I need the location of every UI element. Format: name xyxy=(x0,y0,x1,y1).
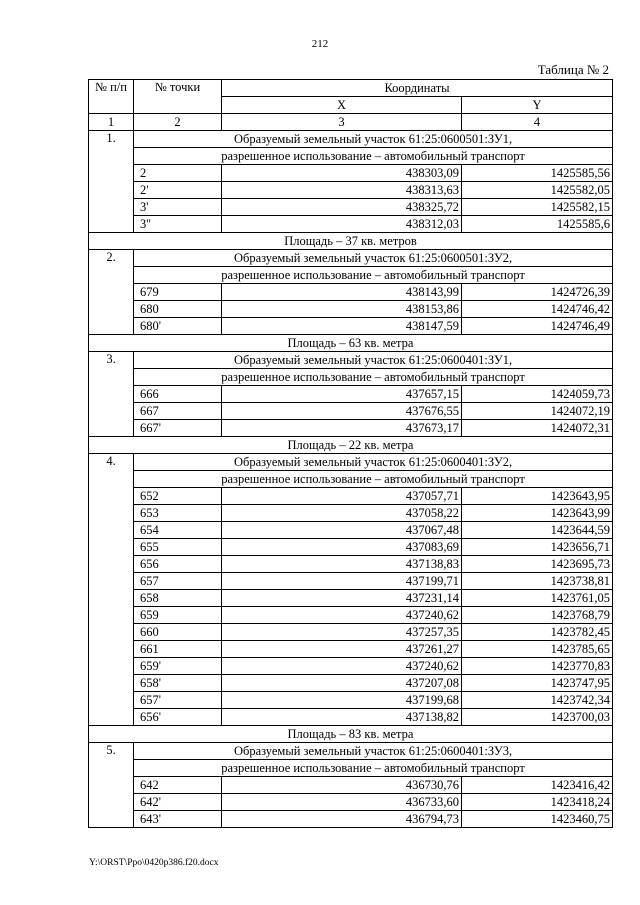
coord-x: 437083,69 xyxy=(222,539,462,556)
coord-y: 1423460,75 xyxy=(462,811,613,828)
section-title-line2: разрешенное использование – автомобильный транспорт xyxy=(134,369,613,386)
point-number: 657' xyxy=(134,692,222,709)
point-number: 680 xyxy=(134,301,222,318)
coord-y: 1423782,45 xyxy=(462,624,613,641)
table-row xyxy=(89,301,613,318)
col-number: 2 xyxy=(134,114,222,131)
coord-y: 1425585,6 xyxy=(462,216,613,233)
point-number: 658' xyxy=(134,675,222,692)
point-number: 660 xyxy=(134,624,222,641)
table-row xyxy=(89,811,613,828)
coord-y: 1423742,34 xyxy=(462,692,613,709)
coord-x: 437199,71 xyxy=(222,573,462,590)
header-y: Y xyxy=(462,97,613,114)
coord-x: 437231,14 xyxy=(222,590,462,607)
col-number: 3 xyxy=(222,114,462,131)
table-row xyxy=(89,505,613,522)
coord-y: 1423761,05 xyxy=(462,590,613,607)
coord-y: 1423747,95 xyxy=(462,675,613,692)
table-row xyxy=(89,488,613,505)
section-title-row xyxy=(89,148,613,165)
point-number: 655 xyxy=(134,539,222,556)
section-title-line1: Образуемый земельный участок 61:25:0600401:ЗУ1, xyxy=(134,352,613,369)
section-title-row xyxy=(89,743,613,760)
point-number: 666 xyxy=(134,386,222,403)
table-row xyxy=(89,182,613,199)
coord-x: 438143,99 xyxy=(222,284,462,301)
section-title-line1: Образуемый земельный участок 61:25:0600501:ЗУ1, xyxy=(134,131,613,148)
table-row xyxy=(89,607,613,624)
table-row xyxy=(89,573,613,590)
section-number: 2. xyxy=(89,250,134,335)
coord-y: 1423770,83 xyxy=(462,658,613,675)
section-title-line1: Образуемый земельный участок 61:25:0600501:ЗУ2, xyxy=(134,250,613,267)
point-number: 3'' xyxy=(134,216,222,233)
point-number: 656' xyxy=(134,709,222,726)
area-row xyxy=(89,437,613,454)
point-number: 2' xyxy=(134,182,222,199)
coord-y: 1423738,81 xyxy=(462,573,613,590)
coord-x: 437676,55 xyxy=(222,403,462,420)
coord-x: 437138,82 xyxy=(222,709,462,726)
section-title-row xyxy=(89,369,613,386)
area-row xyxy=(89,233,613,250)
point-number: 656 xyxy=(134,556,222,573)
area-text: Площадь – 37 кв. метров xyxy=(89,233,613,250)
point-number: 643' xyxy=(134,811,222,828)
table-row xyxy=(89,420,613,437)
point-number: 654 xyxy=(134,522,222,539)
footer-file-path: Y:\ORST\Ppo\0420p386.f20.docx xyxy=(89,858,219,868)
coord-x: 437207,08 xyxy=(222,675,462,692)
header-x: X xyxy=(222,97,462,114)
table-caption: Таблица № 2 xyxy=(537,62,609,77)
table-row xyxy=(89,403,613,420)
header-coords: Координаты xyxy=(222,80,613,97)
table-row xyxy=(89,794,613,811)
coord-y: 1423643,99 xyxy=(462,505,613,522)
coord-y: 1424072,31 xyxy=(462,420,613,437)
table-row xyxy=(89,386,613,403)
coord-y: 1423785,65 xyxy=(462,641,613,658)
point-number: 3' xyxy=(134,199,222,216)
point-number: 2 xyxy=(134,165,222,182)
coord-x: 438312,03 xyxy=(222,216,462,233)
coord-x: 437067,48 xyxy=(222,522,462,539)
table-row xyxy=(89,539,613,556)
table-row xyxy=(89,318,613,335)
point-number: 657 xyxy=(134,573,222,590)
area-text: Площадь – 83 кв. метра xyxy=(89,726,613,743)
table-row xyxy=(89,199,613,216)
point-number: 667 xyxy=(134,403,222,420)
coord-y: 1424726,39 xyxy=(462,284,613,301)
section-title-line2: разрешенное использование – автомобильный транспорт xyxy=(134,760,613,777)
point-number: 679 xyxy=(134,284,222,301)
coord-y: 1423416,42 xyxy=(462,777,613,794)
coord-x: 438325,72 xyxy=(222,199,462,216)
coord-y: 1424746,42 xyxy=(462,301,613,318)
table-row xyxy=(89,590,613,607)
header-num: № п/п xyxy=(89,80,134,114)
section-title-row xyxy=(89,352,613,369)
point-number: 652 xyxy=(134,488,222,505)
area-row xyxy=(89,726,613,743)
area-text: Площадь – 63 кв. метра xyxy=(89,335,613,352)
section-title-row xyxy=(89,471,613,488)
table-row xyxy=(89,658,613,675)
point-number: 667' xyxy=(134,420,222,437)
table-row xyxy=(89,522,613,539)
section-title-row xyxy=(89,131,613,148)
section-title-line2: разрешенное использование – автомобильный транспорт xyxy=(134,471,613,488)
header-point: № точки xyxy=(134,80,222,114)
point-number: 658 xyxy=(134,590,222,607)
coord-x: 437257,35 xyxy=(222,624,462,641)
point-number: 680' xyxy=(134,318,222,335)
section-title-row xyxy=(89,760,613,777)
coord-y: 1424059,73 xyxy=(462,386,613,403)
coord-x: 437261,27 xyxy=(222,641,462,658)
coord-y: 1423700,03 xyxy=(462,709,613,726)
section-number: 4. xyxy=(89,454,134,726)
coord-x: 437058,22 xyxy=(222,505,462,522)
table-row xyxy=(89,216,613,233)
point-number: 642' xyxy=(134,794,222,811)
table-row xyxy=(89,709,613,726)
section-title-row xyxy=(89,454,613,471)
coord-x: 438147,59 xyxy=(222,318,462,335)
coord-x: 436794,73 xyxy=(222,811,462,828)
point-number: 661 xyxy=(134,641,222,658)
section-title-line1: Образуемый земельный участок 61:25:0600401:ЗУ2, xyxy=(134,454,613,471)
table-body xyxy=(89,131,613,828)
point-number: 653 xyxy=(134,505,222,522)
coord-x: 437057,71 xyxy=(222,488,462,505)
coord-y: 1423695,73 xyxy=(462,556,613,573)
section-number: 1. xyxy=(89,131,134,233)
coord-x: 438303,09 xyxy=(222,165,462,182)
coord-y: 1423768,79 xyxy=(462,607,613,624)
point-number: 659 xyxy=(134,607,222,624)
table-row xyxy=(89,556,613,573)
section-number: 5. xyxy=(89,743,134,828)
coord-y: 1423643,95 xyxy=(462,488,613,505)
section-title-line1: Образуемый земельный участок 61:25:0600401:ЗУ3, xyxy=(134,743,613,760)
section-title-line2: разрешенное использование – автомобильный транспорт xyxy=(134,267,613,284)
coord-y: 1423418,24 xyxy=(462,794,613,811)
coord-x: 438313,63 xyxy=(222,182,462,199)
table-row xyxy=(89,777,613,794)
page-number: 212 xyxy=(311,38,329,50)
point-number: 659' xyxy=(134,658,222,675)
coord-y: 1423656,71 xyxy=(462,539,613,556)
col-number: 1 xyxy=(89,114,134,131)
coord-x: 437657,15 xyxy=(222,386,462,403)
section-title-row xyxy=(89,250,613,267)
coord-x: 437138,83 xyxy=(222,556,462,573)
section-number: 3. xyxy=(89,352,134,437)
coord-x: 436733,60 xyxy=(222,794,462,811)
area-row xyxy=(89,335,613,352)
coord-y: 1423644,59 xyxy=(462,522,613,539)
coord-y: 1424072,19 xyxy=(462,403,613,420)
coord-y: 1425582,15 xyxy=(462,199,613,216)
section-title-row xyxy=(89,267,613,284)
col-number: 4 xyxy=(462,114,613,131)
coord-x: 438153,86 xyxy=(222,301,462,318)
coord-x: 437240,62 xyxy=(222,658,462,675)
table-row xyxy=(89,641,613,658)
coordinates-table xyxy=(88,79,613,828)
coord-x: 437199,68 xyxy=(222,692,462,709)
point-number: 642 xyxy=(134,777,222,794)
table-row xyxy=(89,692,613,709)
coord-y: 1424746,49 xyxy=(462,318,613,335)
table-row xyxy=(89,284,613,301)
table-row xyxy=(89,165,613,182)
coord-x: 437240,62 xyxy=(222,607,462,624)
section-title-line2: разрешенное использование – автомобильный транспорт xyxy=(134,148,613,165)
table-row xyxy=(89,624,613,641)
coord-y: 1425585,56 xyxy=(462,165,613,182)
area-text: Площадь – 22 кв. метра xyxy=(89,437,613,454)
coord-y: 1425582,05 xyxy=(462,182,613,199)
coord-x: 436730,76 xyxy=(222,777,462,794)
table-row xyxy=(89,675,613,692)
coord-x: 437673,17 xyxy=(222,420,462,437)
